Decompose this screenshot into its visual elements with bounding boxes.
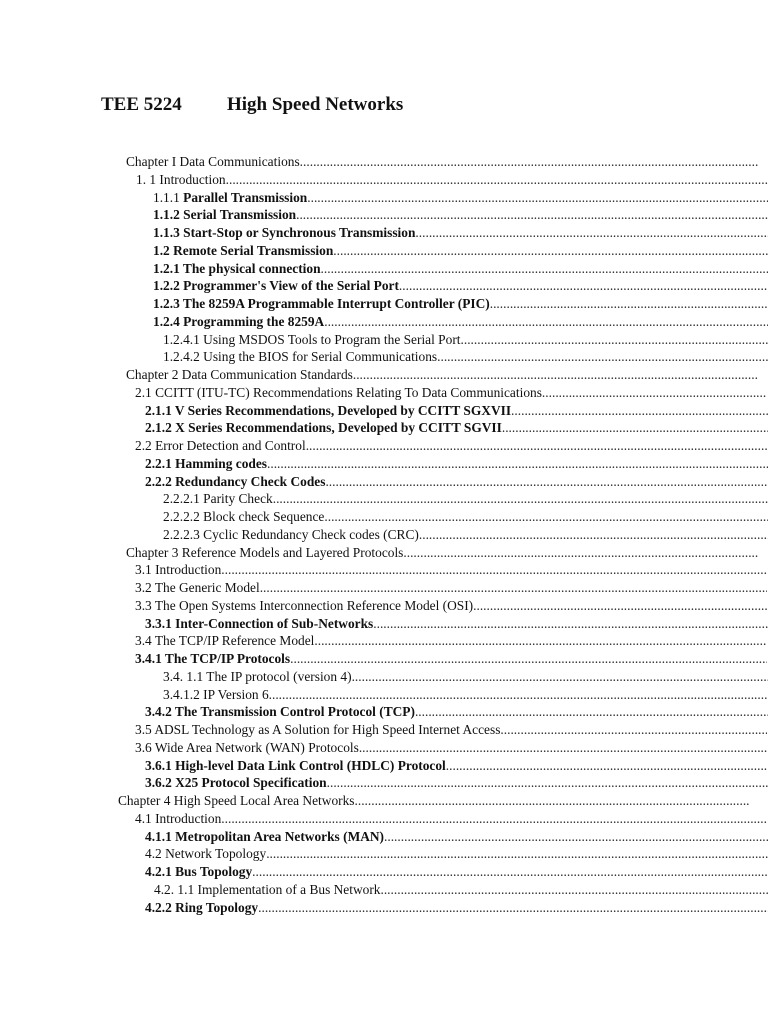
toc-entry (0, 348, 768, 366)
dot-leader (269, 686, 768, 704)
toc-entry-text: 1.2.4 Programming the 8259A (153, 313, 325, 329)
toc-entry-text: Chapter I Data Communications (126, 154, 300, 169)
toc-entry-text: 1. 1 Introduction (136, 171, 226, 187)
dot-leader (221, 810, 767, 828)
toc-entry-text: Chapter 2 Data Communication Standards (126, 367, 353, 382)
dot-leader (500, 721, 767, 739)
toc-entry (0, 863, 768, 881)
dot-leader (542, 384, 767, 402)
toc-entry (0, 473, 768, 491)
dot-leader (380, 881, 768, 899)
toc-entry (0, 757, 768, 775)
dot-leader (333, 242, 768, 260)
toc-entry-text: 2.2.2.2 Block check Sequence (163, 509, 325, 524)
toc-entry-text: 4.1 Introduction (135, 810, 222, 826)
toc-entry (0, 739, 767, 757)
toc-entry-text: 3.4 The TCP/IP Reference Model (135, 633, 315, 649)
toc-entry (0, 295, 768, 313)
dot-leader (325, 473, 768, 491)
toc-entry-text: 4.2.1 Bus Topology (145, 864, 253, 879)
toc-entry-text: 4.1.1 Metropolitan Area Networks (MAN) (145, 828, 385, 844)
toc-entry (0, 153, 758, 171)
toc-entry (0, 366, 758, 384)
dot-leader (296, 206, 768, 224)
dot-leader (267, 455, 768, 473)
toc-entry (0, 242, 768, 260)
toc-entry (0, 561, 767, 579)
toc-entry-text: 4.2. 1.1 Implementation of a Bus Network (154, 881, 381, 897)
course-code: TEE 5224 (101, 94, 182, 115)
toc-entry (0, 260, 768, 278)
dot-leader (473, 597, 767, 615)
toc-entry (0, 615, 768, 633)
dot-leader (352, 668, 768, 686)
dot-leader (399, 277, 768, 295)
toc-entry-text: 2.2.2 Redundancy Check Codes (145, 473, 326, 489)
dot-leader (355, 792, 751, 810)
dot-leader (260, 579, 767, 597)
toc-entry (0, 206, 768, 224)
toc-entry-text: 4.2 Network Topology (145, 846, 267, 862)
toc-entry-text: 2.2.2.3 Cyclic Redundancy Check codes (CRC) (163, 526, 419, 542)
toc-entry-text: 3.4.1 The TCP/IP Protocols (135, 651, 291, 666)
toc-entry-text: 3.6.2 X25 Protocol Specification (145, 775, 327, 791)
toc-entry-text: 1.2.4.2 Using the BIOS for Serial Communications (163, 349, 438, 365)
dot-leader (359, 739, 767, 757)
dot-leader (324, 508, 768, 526)
toc-entry (0, 313, 768, 331)
toc-entry-heading: Parallel Transmission (183, 189, 308, 205)
toc-entry-text: 3.4.2 The Transmission Control Protocol (TCP) (145, 704, 415, 720)
toc-entry-text: 3.3 The Open Systems Interconnection Reference Model (OSI) (135, 597, 474, 613)
toc-entry-text: 3.3.1 Inter-Connection of Sub-Networks (145, 615, 374, 631)
toc-entry (0, 384, 767, 402)
toc-entry-text: 3.4.1.2 IP Version 6 (163, 686, 269, 702)
toc-entry-text: 3.4. 1.1 The IP protocol (version 4) (163, 668, 352, 684)
table-of-contents (0, 153, 768, 916)
toc-entry-text: 3.1 Introduction (135, 562, 222, 578)
toc-entry (0, 792, 750, 810)
dot-leader (327, 774, 768, 792)
toc-entry (0, 490, 768, 508)
toc-entry-number: 1.1.1 (153, 189, 184, 205)
toc-entry-text: 2.1.1 V Series Recommendations, Developed by CCITT SGXVII (145, 402, 512, 418)
dot-leader (373, 615, 768, 633)
toc-entry-text: 1.2 Remote Serial Transmission (153, 242, 334, 258)
toc-entry-text: 3.2 The Generic Model (135, 580, 260, 595)
dot-leader (419, 526, 768, 544)
toc-entry (0, 881, 768, 899)
dot-leader (307, 189, 768, 207)
dot-leader (252, 863, 768, 881)
dot-leader (290, 650, 767, 668)
toc-entry-text: 1.2.3 The 8259A Programmable Interrupt Controller (PIC) (153, 296, 490, 311)
toc-entry-text: Chapter 4 High Speed Local Area Networks (118, 793, 355, 808)
toc-entry (0, 544, 758, 562)
dot-leader (353, 366, 758, 384)
dot-leader (321, 260, 768, 278)
toc-entry (0, 224, 768, 242)
toc-entry-text: 1.2.1 The physical connection (153, 260, 321, 276)
toc-entry (0, 579, 767, 597)
toc-entry-text: 1.2.4.1 Using MSDOS Tools to Program the Serial Port (163, 331, 461, 347)
toc-entry (0, 721, 767, 739)
toc-entry-text (153, 189, 307, 207)
toc-entry (0, 810, 767, 828)
toc-entry-text: 2.1.2 X Series Recommendations, Developed by CCITT SGVII (145, 420, 502, 436)
toc-entry-text: 1.2.2 Programmer's View of the Serial Port (153, 278, 399, 294)
dot-leader (273, 490, 768, 508)
dot-leader (511, 402, 768, 420)
dot-leader (415, 703, 768, 721)
dot-leader (300, 153, 758, 171)
toc-entry (0, 828, 768, 846)
toc-entry (0, 508, 768, 526)
document-title (101, 94, 403, 116)
toc-entry-text: 3.6 Wide Area Network (WAN) Protocols (135, 739, 359, 755)
toc-entry (0, 526, 768, 544)
toc-entry (0, 419, 768, 437)
toc-entry-text: 1.1.3 Start-Stop or Synchronous Transmission (153, 225, 416, 240)
toc-entry (0, 632, 767, 650)
toc-entry-text: 2.2 Error Detection and Control (135, 438, 306, 453)
toc-entry-text: 2.2.1 Hamming codes (145, 455, 267, 471)
toc-entry (0, 402, 768, 420)
toc-entry (0, 686, 768, 704)
toc-entry (0, 189, 768, 207)
toc-entry (0, 331, 768, 349)
toc-entry (0, 171, 768, 189)
dot-leader (384, 828, 768, 846)
toc-entry (0, 650, 767, 668)
dot-leader (226, 171, 768, 189)
dot-leader (446, 757, 768, 775)
toc-entry (0, 899, 768, 917)
toc-entry (0, 437, 767, 455)
dot-leader (490, 295, 768, 313)
dot-leader (221, 561, 767, 579)
dot-leader (266, 845, 768, 863)
toc-entry-text: 3.5 ADSL Technology as A Solution for High Speed Internet Access (135, 722, 501, 737)
toc-entry (0, 774, 768, 792)
dot-leader (314, 632, 767, 650)
toc-entry-text: Chapter 3 Reference Models and Layered Protocols (126, 544, 404, 560)
dot-leader (306, 437, 767, 455)
toc-entry (0, 455, 768, 473)
toc-entry-text: 2.2.2.1 Parity Check (163, 491, 273, 507)
toc-entry-text: 4.2.2 Ring Topology (145, 899, 259, 915)
dot-leader (437, 348, 768, 366)
toc-entry (0, 277, 768, 295)
dot-leader (415, 224, 768, 242)
toc-entry-text: 3.6.1 High-level Data Link Control (HDLC) Protocol (145, 757, 446, 773)
toc-entry (0, 845, 768, 863)
dot-leader (324, 313, 768, 331)
toc-entry (0, 668, 768, 686)
dot-leader (502, 419, 768, 437)
toc-entry-text: 1.1.2 Serial Transmission (153, 207, 297, 223)
toc-entry-text: 2.1 CCITT (ITU-TC) Recommendations Relating To Data Communications (135, 384, 542, 400)
dot-leader (461, 331, 768, 349)
course-title: High Speed Networks (227, 94, 404, 115)
dot-leader (258, 899, 768, 917)
toc-entry (0, 703, 768, 721)
dot-leader (403, 544, 758, 562)
toc-entry (0, 597, 767, 615)
